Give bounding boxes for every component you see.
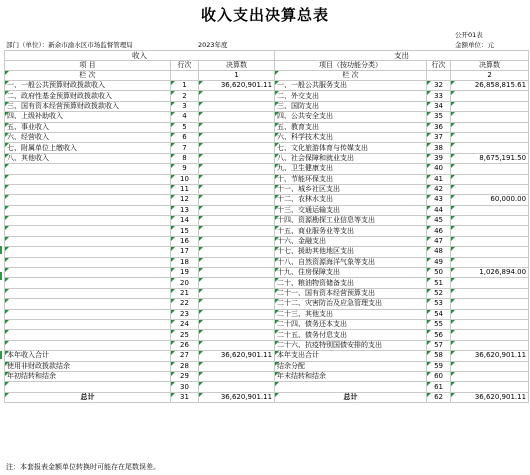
table-row [5, 278, 529, 288]
income-amount-cell [199, 143, 275, 153]
income-amount-cell [199, 122, 275, 132]
expense-amount-cell [451, 205, 529, 215]
income-amount-cell [199, 91, 275, 101]
expense-item-cell: 二、外交支出 [275, 91, 427, 101]
expense-row-number: 41 [427, 174, 451, 184]
report-title: 收入支出决算总表 [200, 6, 329, 24]
table-row [5, 268, 529, 278]
income-row-number: 21 [171, 288, 199, 298]
expense-row-number: 48 [427, 247, 451, 257]
income-item-cell: 五、事业收入 [5, 122, 171, 132]
income-amount-cell [199, 382, 275, 392]
income-row-number: 6 [171, 132, 199, 142]
income-item-cell [5, 278, 171, 288]
expense-row-number: 61 [427, 382, 451, 392]
income-amount-cell [199, 257, 275, 267]
income-row-number: 14 [171, 216, 199, 226]
expense-item-cell: 五、教育支出 [275, 122, 427, 132]
expense-amount-cell [451, 132, 529, 142]
table-row [5, 81, 529, 91]
income-item-cell [5, 216, 171, 226]
income-item-cell [5, 268, 171, 278]
expense-item-cell: 结余分配 [275, 361, 427, 371]
income-section-header: 收入 [5, 51, 275, 61]
income-amount-cell [199, 153, 275, 163]
expense-amount-cell [451, 112, 529, 122]
report-body [5, 81, 529, 403]
table-row [5, 205, 529, 215]
expense-item-cell: 二十六、抗疫特别国债安排的支出 [275, 340, 427, 350]
table-row [5, 216, 529, 226]
expense-row-number: 51 [427, 278, 451, 288]
expense-item-cell: 九、卫生健康支出 [275, 164, 427, 174]
income-amount-cell [199, 309, 275, 319]
expense-row-number: 32 [427, 81, 451, 91]
income-row-number: 11 [171, 184, 199, 194]
income-amount-cell [199, 132, 275, 142]
table-row [5, 122, 529, 132]
table-row [5, 112, 529, 122]
expense-row-number: 60 [427, 371, 451, 381]
row-marker [0, 246, 2, 254]
expense-item-cell: 十二、农林水支出 [275, 195, 427, 205]
income-amount-cell [199, 278, 275, 288]
expense-item-cell: 二十一、国有资本经营预算支出 [275, 288, 427, 298]
income-column-number: 1 [199, 71, 275, 81]
income-row-number: 26 [171, 340, 199, 350]
table-row [5, 247, 529, 257]
table-row [5, 299, 529, 309]
expense-item-cell: 年末结转和结余 [275, 371, 427, 381]
expense-item-cell: 十四、资源勘探工业信息等支出 [275, 216, 427, 226]
row-marker [0, 351, 2, 359]
table-row [5, 340, 529, 350]
expense-row-number: 43 [427, 195, 451, 205]
department-label: 部门（单位）：新余市渝水区市场监督管理局 [6, 41, 133, 49]
income-amount-cell [199, 112, 275, 122]
income-item-cell [5, 382, 171, 392]
expense-row-number: 53 [427, 299, 451, 309]
income-item-cell: 本年收入合计 [5, 351, 171, 361]
expense-item-cell: 十、节能环保支出 [275, 174, 427, 184]
expense-column-spacer [427, 71, 451, 81]
expense-amount-cell [451, 143, 529, 153]
expense-amount-cell [451, 340, 529, 350]
expense-amount-cell [451, 299, 529, 309]
income-amount-cell [199, 195, 275, 205]
expense-amount-cell [451, 371, 529, 381]
expense-row-number: 44 [427, 205, 451, 215]
expense-amount-cell: 8,675,191.50 [451, 153, 529, 163]
expense-amount-cell [451, 319, 529, 329]
expense-row-number: 52 [427, 288, 451, 298]
expense-item-cell: 一、一般公共服务支出 [275, 81, 427, 91]
expense-amount-cell: 26,858,815.61 [451, 81, 529, 91]
income-item-cell [5, 164, 171, 174]
expense-row-number: 37 [427, 132, 451, 142]
expense-item-cell: 三、国防支出 [275, 101, 427, 111]
table-row [5, 309, 529, 319]
expense-amount-cell [451, 330, 529, 340]
income-item-cell: 三、国有资本经营预算财政拨款收入 [5, 101, 171, 111]
table-row [5, 195, 529, 205]
expense-item-cell: 十八、自然资源海洋气象等支出 [275, 257, 427, 267]
income-amount-cell [199, 247, 275, 257]
income-item-cell: 七、附属单位上缴收入 [5, 143, 171, 153]
table-row [5, 174, 529, 184]
table-row [5, 101, 529, 111]
income-item-cell [5, 340, 171, 350]
expense-row-number: 50 [427, 268, 451, 278]
expense-amount-cell [451, 278, 529, 288]
income-amount-cell [199, 226, 275, 236]
expense-amount-cell: 36,620,901.11 [451, 351, 529, 361]
income-item-cell: 总计 [5, 392, 171, 402]
expense-item-cell: 十七、援助其他地区支出 [275, 247, 427, 257]
income-item-cell [5, 288, 171, 298]
row-marker [0, 272, 2, 280]
table-row [5, 351, 529, 361]
income-item-cell: 使用非财政拨款结余 [5, 361, 171, 371]
expense-row-no-header: 行次 [427, 61, 451, 71]
expense-row-number: 33 [427, 91, 451, 101]
income-amount-cell: 36,620,901.11 [199, 392, 275, 402]
income-row-number: 31 [171, 392, 199, 402]
expense-item-cell: 二十五、债务付息支出 [275, 330, 427, 340]
income-amount-cell [199, 101, 275, 111]
expense-column-label: 栏 次 [275, 71, 427, 81]
income-item-cell [5, 236, 171, 246]
income-item-cell: 一、一般公共预算财政拨款收入 [5, 81, 171, 91]
income-amount-cell [199, 371, 275, 381]
expense-item-cell: 七、文化旅游体育与传媒支出 [275, 143, 427, 153]
income-amount-cell [199, 184, 275, 194]
income-amount-cell: 36,620,901.11 [199, 351, 275, 361]
income-item-cell [5, 309, 171, 319]
expense-amount-cell [451, 226, 529, 236]
expense-amount-cell [451, 288, 529, 298]
income-amount-cell [199, 340, 275, 350]
expense-amount-cell [451, 164, 529, 174]
income-amount-cell [199, 174, 275, 184]
income-amount-cell [199, 361, 275, 371]
income-row-number: 15 [171, 226, 199, 236]
table-row [5, 288, 529, 298]
income-column-spacer [171, 71, 199, 81]
income-amount-cell [199, 236, 275, 246]
expense-item-cell: 二十二、灾害防治及应急管理支出 [275, 299, 427, 309]
expense-amount-cell: 1,026,894.00 [451, 268, 529, 278]
income-amount-cell [199, 216, 275, 226]
income-row-number: 18 [171, 257, 199, 267]
expense-row-number: 38 [427, 143, 451, 153]
income-amount-cell [199, 299, 275, 309]
income-amount-cell [199, 319, 275, 329]
expense-row-number: 58 [427, 351, 451, 361]
income-item-cell: 八、其他收入 [5, 153, 171, 163]
table-row [5, 257, 529, 267]
expense-amount-cell: 60,000.00 [451, 195, 529, 205]
expense-item-cell: 二十、粮油物资储备支出 [275, 278, 427, 288]
expense-row-number: 47 [427, 236, 451, 246]
income-row-number: 16 [171, 236, 199, 246]
report-table-wrapper [4, 50, 528, 403]
table-row [5, 91, 529, 101]
income-item-cell: 二、政府性基金预算财政拨款收入 [5, 91, 171, 101]
expense-item-cell: 二十四、债务还本支出 [275, 319, 427, 329]
expense-row-number: 46 [427, 226, 451, 236]
expense-amount-cell [451, 184, 529, 194]
expense-item-cell: 本年支出合计 [275, 351, 427, 361]
income-item-header: 项 目 [5, 61, 171, 71]
column-header-row [5, 61, 529, 71]
expense-row-number: 49 [427, 257, 451, 267]
income-item-cell [5, 330, 171, 340]
expense-row-number: 35 [427, 112, 451, 122]
expense-amount-cell [451, 382, 529, 392]
table-row [5, 330, 529, 340]
amount-unit: 金额单位：元 [455, 41, 494, 49]
table-row [5, 226, 529, 236]
column-index-row [5, 71, 529, 81]
income-row-no-header: 行次 [171, 61, 199, 71]
table-row [5, 143, 529, 153]
income-row-number: 20 [171, 278, 199, 288]
income-row-number: 17 [171, 247, 199, 257]
income-row-number: 12 [171, 195, 199, 205]
income-row-number: 7 [171, 143, 199, 153]
expense-row-number: 57 [427, 340, 451, 350]
income-column-label: 栏 次 [5, 71, 171, 81]
income-row-number: 29 [171, 371, 199, 381]
report-year: 2023年度 [198, 41, 228, 49]
income-amount-cell: 36,620,901.11 [199, 81, 275, 91]
income-item-cell [5, 257, 171, 267]
income-row-number: 1 [171, 81, 199, 91]
income-amount-cell [199, 268, 275, 278]
income-item-cell [5, 174, 171, 184]
income-row-number: 2 [171, 91, 199, 101]
income-row-number: 19 [171, 268, 199, 278]
income-item-cell [5, 195, 171, 205]
income-item-cell [5, 184, 171, 194]
income-row-number: 10 [171, 174, 199, 184]
income-row-number: 9 [171, 164, 199, 174]
income-item-cell [5, 226, 171, 236]
expense-item-cell: 总计 [275, 392, 427, 402]
income-row-number: 30 [171, 382, 199, 392]
expense-row-number: 62 [427, 392, 451, 402]
expense-column-number: 2 [451, 71, 529, 81]
income-amount-cell [199, 205, 275, 215]
expense-amount-cell [451, 122, 529, 132]
table-row [5, 371, 529, 381]
table-row [5, 361, 529, 371]
expense-amount-cell [451, 101, 529, 111]
expense-row-number: 36 [427, 122, 451, 132]
table-row [5, 319, 529, 329]
income-amount-cell [199, 330, 275, 340]
expense-item-cell: 六、科学技术支出 [275, 132, 427, 142]
income-row-number: 5 [171, 122, 199, 132]
expense-section-header: 支出 [275, 51, 529, 61]
expense-item-cell: 十六、金融支出 [275, 236, 427, 246]
table-row [5, 392, 529, 402]
expense-amount-header: 决算数 [451, 61, 529, 71]
form-code: 公开01表 [455, 31, 483, 39]
expense-amount-cell [451, 174, 529, 184]
expense-row-number: 55 [427, 319, 451, 329]
income-row-number: 24 [171, 319, 199, 329]
expense-amount-cell [451, 361, 529, 371]
income-amount-cell [199, 288, 275, 298]
expense-row-number: 56 [427, 330, 451, 340]
expense-item-cell: 八、社会保障和就业支出 [275, 153, 427, 163]
income-item-cell [5, 205, 171, 215]
income-row-number: 27 [171, 351, 199, 361]
expense-amount-cell [451, 216, 529, 226]
expense-row-number: 54 [427, 309, 451, 319]
expense-amount-cell [451, 247, 529, 257]
income-row-number: 4 [171, 112, 199, 122]
income-item-cell: 四、上级补助收入 [5, 112, 171, 122]
expense-item-header: 项目（按功能分类） [275, 61, 427, 71]
income-row-number: 25 [171, 330, 199, 340]
expense-amount-cell [451, 236, 529, 246]
income-item-cell [5, 247, 171, 257]
expense-row-number: 42 [427, 184, 451, 194]
income-amount-cell [199, 164, 275, 174]
footnote: 注：本套报表金额单位转换时可能存在尾数误差。 [6, 463, 160, 471]
income-item-cell [5, 299, 171, 309]
expense-item-cell: 十五、商业服务业等支出 [275, 226, 427, 236]
report-table [4, 50, 529, 403]
table-row [5, 132, 529, 142]
income-item-cell: 六、经营收入 [5, 132, 171, 142]
expense-row-number: 39 [427, 153, 451, 163]
expense-row-number: 45 [427, 216, 451, 226]
expense-amount-cell [451, 91, 529, 101]
income-amount-header: 决算数 [199, 61, 275, 71]
section-header-row [5, 51, 529, 61]
table-row [5, 382, 529, 392]
income-row-number: 22 [171, 299, 199, 309]
expense-item-cell: 十一、城乡社区支出 [275, 184, 427, 194]
expense-item-cell: 四、公共安全支出 [275, 112, 427, 122]
income-row-number: 13 [171, 205, 199, 215]
table-row [5, 153, 529, 163]
expense-row-number: 34 [427, 101, 451, 111]
income-row-number: 23 [171, 309, 199, 319]
table-row [5, 184, 529, 194]
income-row-number: 28 [171, 361, 199, 371]
expense-amount-cell [451, 309, 529, 319]
expense-item-cell [275, 382, 427, 392]
expense-item-cell: 二十三、其他支出 [275, 309, 427, 319]
table-row [5, 236, 529, 246]
income-row-number: 8 [171, 153, 199, 163]
expense-item-cell: 十三、交通运输支出 [275, 205, 427, 215]
expense-row-number: 59 [427, 361, 451, 371]
income-item-cell: 年初结转和结余 [5, 371, 171, 381]
expense-item-cell: 十九、住房保障支出 [275, 268, 427, 278]
income-row-number: 3 [171, 101, 199, 111]
expense-amount-cell [451, 257, 529, 267]
expense-amount-cell: 36,620,901.11 [451, 392, 529, 402]
table-row [5, 164, 529, 174]
income-item-cell [5, 319, 171, 329]
expense-row-number: 40 [427, 164, 451, 174]
